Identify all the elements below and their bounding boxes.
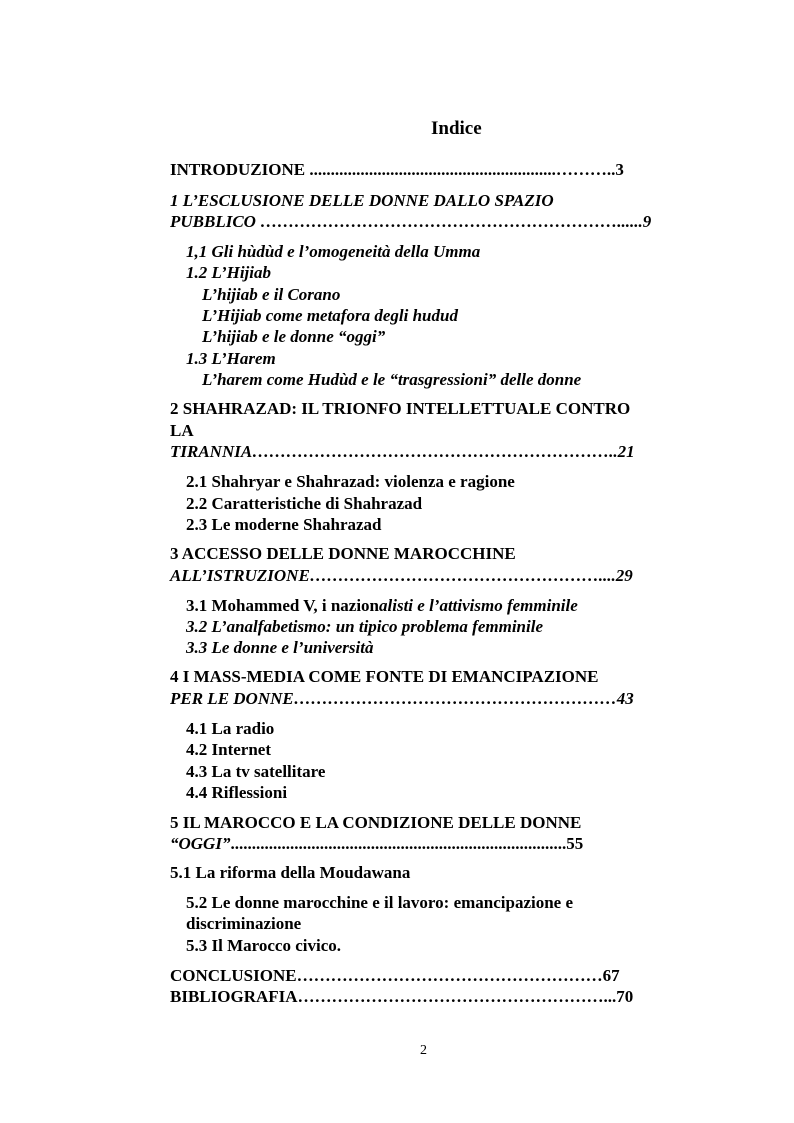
- toc-introduzione[interactable]: INTRODUZIONE ..........................................................………..3: [170, 160, 624, 179]
- toc-section-3-2[interactable]: 3.2 L’analfabetismo: un tipico problema femminile: [186, 617, 543, 636]
- toc-chapter-4-line2[interactable]: PER LE DONNE…………………………………………………43: [170, 689, 634, 708]
- page-number: 2: [420, 1043, 427, 1058]
- toc-chapter-1-line1[interactable]: 1 L’ESCLUSIONE DELLE DONNE DALLO SPAZIO: [170, 191, 554, 210]
- toc-chapter-2-line2[interactable]: LA: [170, 421, 194, 440]
- toc-chapter-3-line1[interactable]: 3 ACCESSO DELLE DONNE MAROCCHINE: [170, 544, 516, 563]
- toc-section-4-2[interactable]: 4.2 Internet: [186, 740, 271, 759]
- toc-subsection-hijiab-oggi[interactable]: L’hijiab e le donne “oggi”: [202, 327, 386, 346]
- toc-chapter-3-line2[interactable]: ALL’ISTRUZIONE……………………………………………....29: [170, 566, 633, 585]
- toc-chapter-5-line1[interactable]: 5 IL MAROCCO E LA CONDIZIONE DELLE DONNE: [170, 813, 582, 832]
- toc-conclusione[interactable]: CONCLUSIONE………………………………………………67: [170, 966, 620, 985]
- toc-section-2-2[interactable]: 2.2 Caratteristiche di Shahrazad: [186, 494, 423, 513]
- toc-section-1-1[interactable]: 1,1 Gli hùdùd e l’omogeneità della Umma: [186, 242, 481, 261]
- toc-chapter-5-leader: ...............................................................................55: [230, 834, 584, 853]
- toc-section-3-1[interactable]: [186, 596, 578, 616]
- toc-bibliografia[interactable]: BIBLIOGRAFIA………………………………………………...70: [170, 987, 634, 1006]
- toc-section-5-1[interactable]: 5.1 La riforma della Moudawana: [170, 863, 411, 882]
- toc-section-1-2[interactable]: 1.2 L’Hijiab: [186, 263, 271, 282]
- toc-section-1-3[interactable]: 1.3 L’Harem: [186, 349, 276, 368]
- toc-section-5-3[interactable]: 5.3 Il Marocco civico.: [186, 936, 342, 955]
- toc-chapter-5-line2[interactable]: [170, 834, 583, 854]
- toc-subsection-hijiab-corano[interactable]: L’hijiab e il Corano: [202, 285, 341, 304]
- toc-section-5-2[interactable]: 5.2 Le donne marocchine e il lavoro: emancipazione e: [186, 893, 574, 912]
- toc-section-4-1[interactable]: 4.1 La radio: [186, 719, 275, 738]
- toc-section-4-3[interactable]: 4.3 La tv satellitare: [186, 762, 326, 781]
- toc-section-2-1[interactable]: 2.1 Shahryar e Shahrazad: violenza e ragione: [186, 472, 515, 491]
- toc-section-3-1-italic: alisti e l’attivismo femminile: [379, 596, 578, 615]
- toc-section-4-4[interactable]: 4.4 Riflessioni: [186, 783, 288, 802]
- page-title: Indice: [431, 118, 482, 139]
- toc-chapter-2-line3[interactable]: TIRANNIA………………………………………………………..21: [170, 442, 635, 461]
- toc-section-5-2-cont[interactable]: discriminazione: [186, 914, 302, 933]
- toc-section-2-3[interactable]: 2.3 Le moderne Shahrazad: [186, 515, 382, 534]
- toc-section-3-1-normal: 3.1 Mohammed V, i nazion: [186, 596, 380, 615]
- toc-chapter-5-oggi: “OGGI”: [170, 834, 231, 853]
- toc-chapter-1-line2[interactable]: PUBBLICO ………………………………………………………......9: [170, 212, 652, 231]
- toc-subsection-harem[interactable]: L’harem come Hudùd e le “trasgressioni” delle donne: [202, 370, 582, 389]
- toc-chapter-2-line1[interactable]: 2 SHAHRAZAD: IL TRIONFO INTELLETTUALE CONTRO: [170, 399, 631, 418]
- toc-chapter-4-line1[interactable]: 4 I MASS-MEDIA COME FONTE DI EMANCIPAZIONE: [170, 667, 599, 686]
- toc-subsection-hijiab-metafora[interactable]: L’Hijiab come metafora degli hudud: [202, 306, 458, 325]
- toc-section-3-3[interactable]: 3.3 Le donne e l’università: [186, 638, 374, 657]
